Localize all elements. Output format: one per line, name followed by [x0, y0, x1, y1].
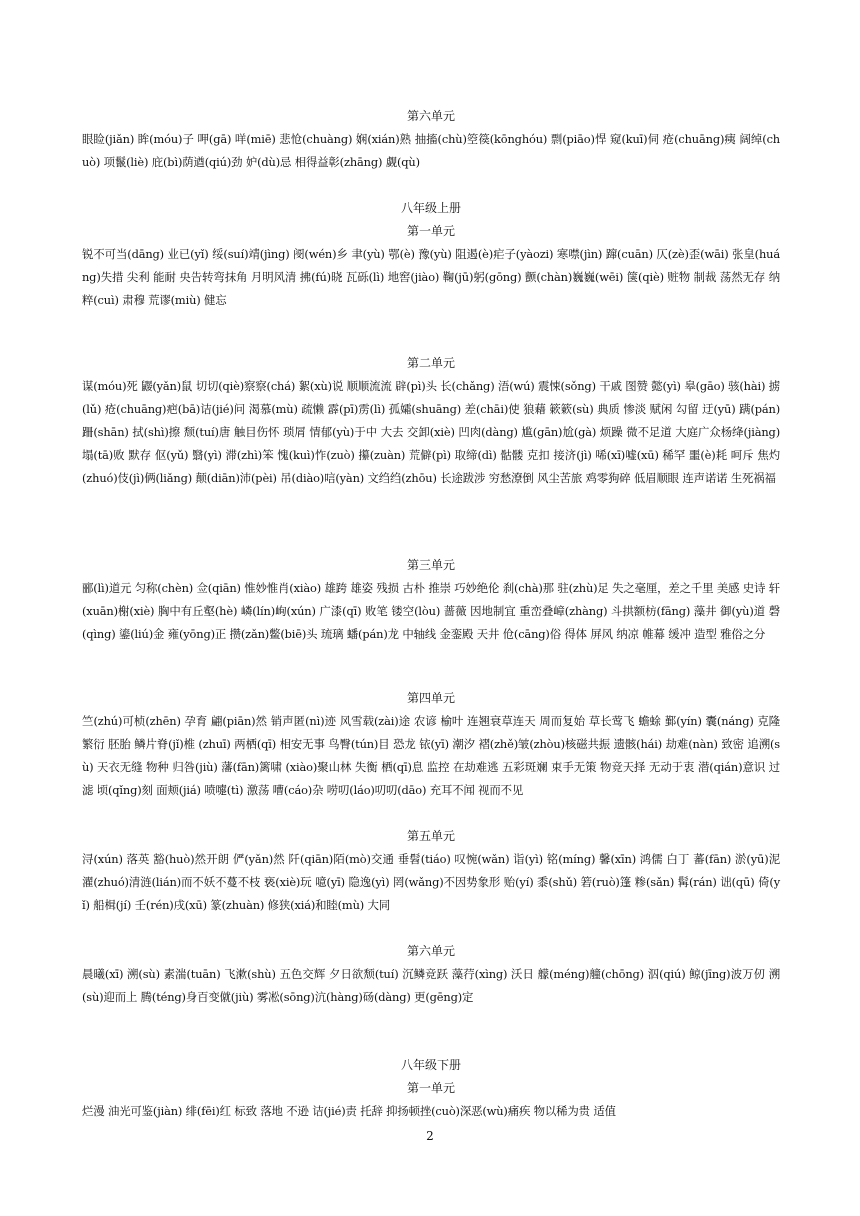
unit-4-block: [82, 687, 780, 802]
unit-2-block: [82, 352, 780, 490]
vocabulary-paragraph: 晨曦(xī) 溯(sù) 素湍(tuān) 飞漱(shù) 五色交辉 夕日欲颓(tuí) 沉鳞竞跃 藻荇(xìng) 沃日 艨(méng)艟(chōng) 泅(qiú) 鲸(jīng)波万仞 溯(sù)迎而上 腾(téng)身百变僦(jiù) 雾凇(sōng)沆(hàng)砀(dàng) 更(gēng)定: [82, 967, 780, 1004]
unit-6-block: [82, 940, 780, 1009]
unit-6-grade7-block: [82, 105, 780, 174]
page-number: 2: [426, 1129, 434, 1143]
volume-title: 八年级上册: [400, 201, 461, 215]
section-title: 第一单元: [406, 224, 455, 238]
unit-1-volume2-block: [82, 1077, 780, 1123]
section-title: 第六单元: [406, 109, 455, 123]
vocabulary-paragraph: 锐不可当(dāng) 业已(yǐ) 绥(suí)靖(jìng) 阌(wén)乡 聿(yù) 鄂(è) 豫(yù) 阻遏(è)疟子(yàozi) 寒噤(jìn) 蹿(cuān) 仄(zè)歪(wāi) 张皇(huáng)失措 尖利 能耐 央告转弯抹角 月明风清 拂(fú)晓 瓦砾(lì) 地窖(jiào) 鞠(jū)躬(gōng) 颤(chàn)巍巍(wēi) 箧(qiè) 赃物 制裁 荡然无存 纳粹(cuì) 肃穆 荒谬(miù) 健忘: [82, 247, 780, 307]
section-title: 第一单元: [406, 1081, 455, 1095]
vocabulary-paragraph: 浔(xún) 落英 豁(huò)然开朗 俨(yǎn)然 阡(qiān)陌(mò)交通 垂髫(tiáo) 叹惋(wǎn) 诣(yì) 铭(míng) 馨(xīn) 鸿儒 白丁 蕃(fān) 淤(yū)泥 濯(zhuó)清涟(lián)而不妖不蔓不枝 亵(xiè)玩 噫(yī) 隐逸(yì) 罔(wǎng)不因势象形 贻(yí) 黍(shǔ) 箬(ruò)篷 糁(sǎn) 髯(rán) 诎(qū) 倚(yǐ) 船楫(jí) 壬(rén)戌(xū) 篆(zhuàn) 修狭(xiá)和睦(mù) 大同: [82, 852, 780, 912]
unit-5-block: [82, 825, 780, 917]
vocabulary-paragraph: 郦(lì)道元 匀称(chèn) 佥(qiān) 惟妙惟肖(xiào) 雄跨 雄姿 残损 古朴 推崇 巧妙绝伦 刹(chà)那 驻(zhù)足 失之毫厘，差之千里 美感 史诗 轩(xuān)榭(xiè) 胸中有丘壑(hè) 嶙(lín)峋(xún) 广漆(qī) 败笔 镂空(lòu) 蔷薇 因地制宜 重峦叠嶂(zhàng) 斗拱额枋(fāng) 藻井 御(yù)道 磬(qìng) 鎏(liú)金 雍(yōng)正 攒(zǎn)鳖(biē)头 琉璃 蟠(pán)龙 中轴线 金銮殿 天井 伧(cāng)俗 得体 屏风 纳凉 帷幕 缓冲 造型 雅俗之分: [82, 581, 780, 641]
grade8-volume1-heading-block: [82, 197, 780, 220]
section-title: 第二单元: [406, 356, 455, 370]
section-title: 第六单元: [406, 944, 455, 958]
unit-1-block: [82, 220, 780, 312]
vocabulary-paragraph: 眼睑(jiǎn) 眸(móu)子 呷(gā) 咩(miē) 悲怆(chuàng) 娴(xián)熟 抽搐(chù)箜篌(kōnghóu) 剽(piāo)悍 窥(kuī)伺 疮(chuāng)痍 阔绰(chuò) 项鬣(liè) 庇(bì)荫遒(qiú)劲 妒(dù)忌 相得益彰(zhāng) 觑(qù): [82, 132, 780, 169]
grade8-volume2-heading-block: [82, 1054, 780, 1077]
section-title: 第五单元: [406, 829, 455, 843]
vocabulary-paragraph: 烂漫 油光可鉴(jiàn) 绯(fēi)红 标致 落地 不逊 诘(jié)责 托辞 抑扬顿挫(cuò)深恶(wù)痛疾 物以稀为贵 适值: [82, 1104, 616, 1118]
section-title: 第四单元: [406, 691, 455, 705]
volume-title: 八年级下册: [400, 1058, 461, 1072]
unit-3-block: [82, 554, 780, 646]
vocabulary-paragraph: 谋(móu)死 鼹(yǎn)鼠 切切(qiè)察察(chá) 絮(xù)说 顺顺流流 辟(pì)头 长(chǎng) 浯(wú) 震悚(sǒng) 干戚 图赞 懿(yì) 皋(gāo) 骇(hài) 掳(lǔ) 疮(chuāng)疤(bā)诘(jié)问 渴慕(mù) 疏懒 霹(pī)雳(lì) 孤孀(shuāng) 差(chāi)使 狼藉 簌簌(sù) 典质 惨淡 赋闲 勾留 迂(yū) 蹒(pán)跚(shān) 拭(shì)擦 颓(tuí)唐 触目伤怀 琐屑 情郁(yù)于中 大去 交卸(xiè) 凹肉(dàng) 尴(gān)尬(gà) 烦躁 微不足道 大庭广众杨绛(jiàng) 塌(tā)败 默存 伛(yǔ) 翳(yì) 滞(zhì)笨 愧(kuì)怍(zuò) 攥(zuàn) 荒僻(pì) 取缔(dì) 骷髅 克扣 接济(jì) 唏(xī)嘘(xū) 稀罕 噩(è)耗 呵斥 焦灼(zhuó)伎(jì)俩(liǎng) 颠(diān)沛(pèi) 吊(diào)唁(yàn) 文绉绉(zhōu) 长途跋涉 穷愁潦倒 风尘苦旅 鸡零狗碎 低眉顺眼 连声诺诺 生死祸福: [82, 379, 780, 485]
vocabulary-paragraph: 竺(zhú)可桢(zhēn) 孕育 翩(piān)然 销声匿(nì)迹 风雪载(zài)途 农谚 榆叶 连翘衰草连天 周而复始 草长莺飞 蟾蜍 鄞(yín) 囊(náng) 克隆 繁衍 胚胎 鳞片脊(jǐ)椎 (zhuī) 两栖(qī) 相安无事 鸟臀(tún)目 恐龙 铱(yī) 潮汐 褶(zhě)皱(zhòu)核磁共振 遗骸(hái) 劫难(nàn) 致密 追溯(sù) 天衣无缝 物种 归咎(jiù) 藩(fān)篱啸 (xiào)聚山林 失衡 栖(qī)息 监控 在劫难逃 五彩斑斓 束手无策 物竞天择 无动于衷 潜(qián)意识 过滤 顷(qǐng)刻 面颊(jiá) 喷嚏(tì) 激荡 嘈(cáo)杂 唠叨(láo)叨叨(dāo) 充耳不闻 视而不见: [82, 714, 780, 797]
section-title: 第三单元: [406, 558, 455, 572]
